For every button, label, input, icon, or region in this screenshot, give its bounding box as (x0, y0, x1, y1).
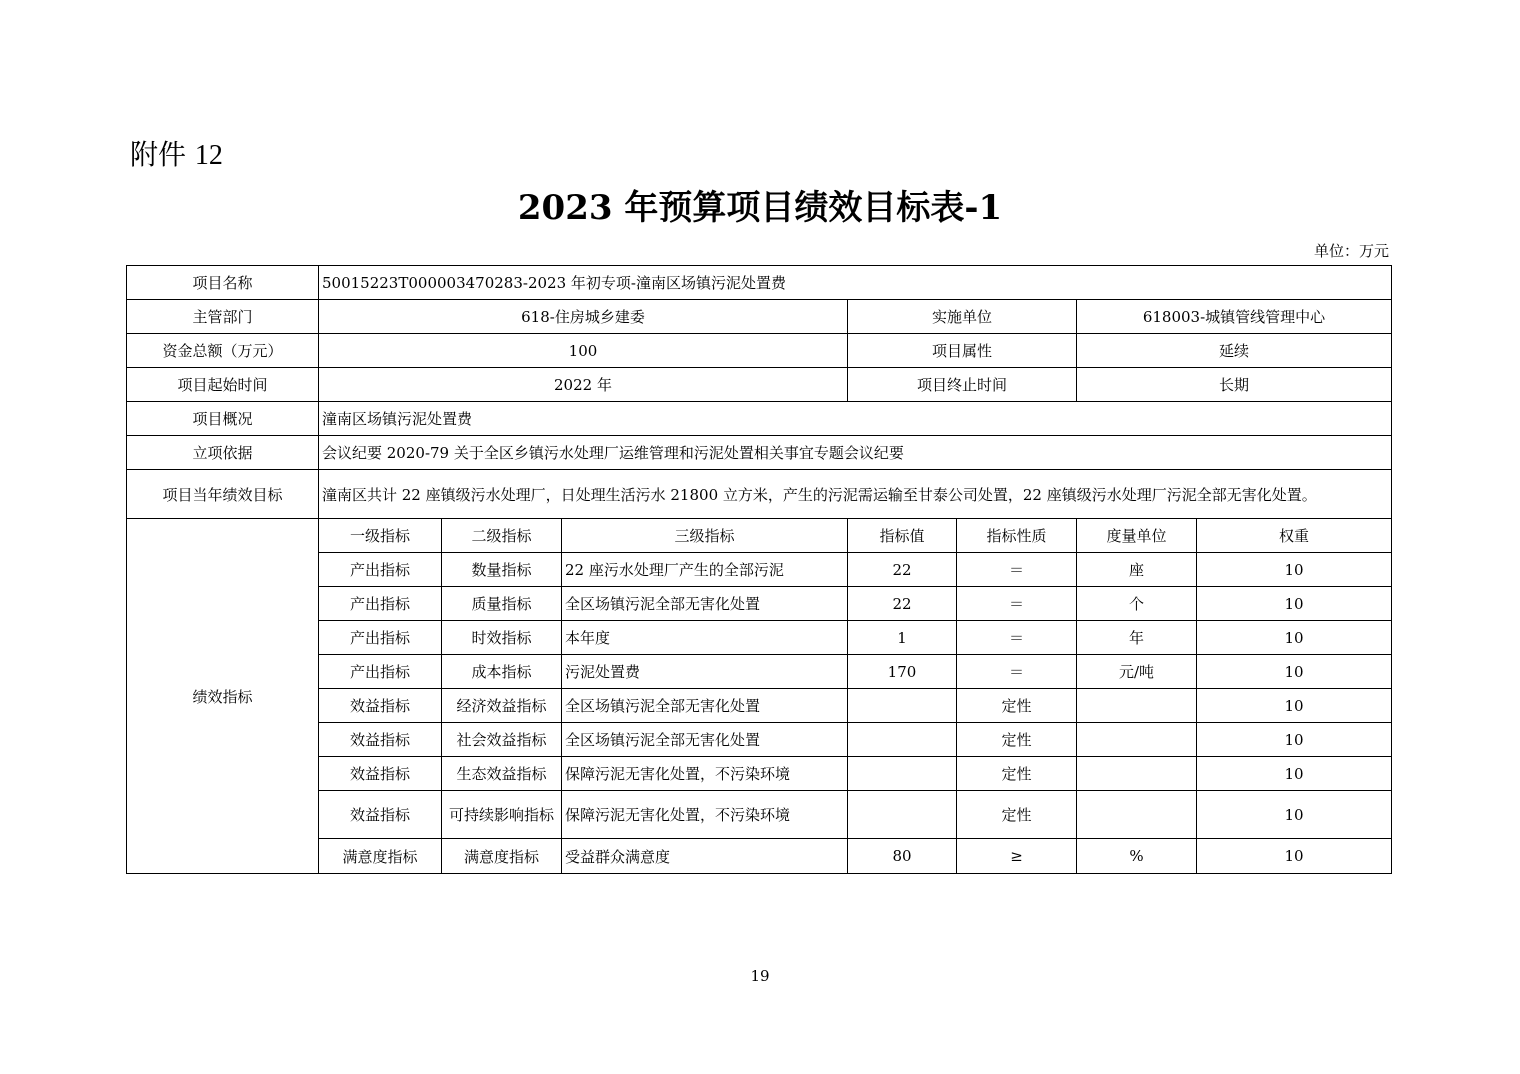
value-cell: 80 (848, 839, 957, 874)
level2-cell: 数量指标 (442, 553, 562, 587)
header-level3: 三级指标 (562, 519, 848, 553)
dept-row (127, 300, 1392, 334)
level1-cell: 产出指标 (319, 655, 442, 689)
level2-cell: 质量指标 (442, 587, 562, 621)
overview-row (127, 402, 1392, 436)
fund-label: 资金总额（万元） (127, 334, 319, 368)
goal-label: 项目当年绩效目标 (127, 470, 319, 519)
value-cell (848, 723, 957, 757)
nature-cell: 定性 (957, 757, 1077, 791)
weight-cell: 10 (1197, 757, 1392, 791)
fund-row (127, 334, 1392, 368)
impl-label: 实施单位 (848, 300, 1077, 334)
dept-value: 618-住房城乡建委 (319, 300, 848, 334)
unit-label: 单位：万元 (1313, 242, 1389, 260)
overview-label: 项目概况 (127, 402, 319, 436)
header-level2: 二级指标 (442, 519, 562, 553)
value-cell (848, 791, 957, 839)
value-cell: 22 (848, 553, 957, 587)
level3-cell: 受益群众满意度 (562, 839, 848, 874)
unit-cell (1077, 757, 1197, 791)
level2-cell: 成本指标 (442, 655, 562, 689)
indicator-section-label: 绩效指标 (127, 519, 319, 874)
page-title: 2023 年预算项目绩效目标表-1 (517, 188, 1003, 228)
level1-cell: 产出指标 (319, 587, 442, 621)
start-value: 2022 年 (319, 368, 848, 402)
nature-cell: ＝ (957, 587, 1077, 621)
value-cell: 1 (848, 621, 957, 655)
level3-cell: 全区场镇污泥全部无害化处置 (562, 689, 848, 723)
indicator-header-row (127, 519, 1392, 553)
level3-cell: 本年度 (562, 621, 848, 655)
unit-cell: 个 (1077, 587, 1197, 621)
unit-cell (1077, 689, 1197, 723)
nature-cell: ＝ (957, 553, 1077, 587)
level3-cell: 全区场镇污泥全部无害化处置 (562, 587, 848, 621)
nature-cell: 定性 (957, 791, 1077, 839)
level1-cell: 效益指标 (319, 689, 442, 723)
level3-cell: 保障污泥无害化处置，不污染环境 (562, 791, 848, 839)
weight-cell: 10 (1197, 723, 1392, 757)
level3-cell: 22 座污水处理厂产生的全部污泥 (562, 553, 848, 587)
attachment-number: 12 (194, 140, 223, 171)
value-cell: 170 (848, 655, 957, 689)
goal-value: 潼南区共计 22 座镇级污水处理厂，日处理生活污水 21800 立方米，产生的污泥需运输至甘泰公司处置，22 座镇级污水处理厂污泥全部无害化处置。 (319, 470, 1392, 519)
level1-cell: 效益指标 (319, 723, 442, 757)
nature-cell: 定性 (957, 689, 1077, 723)
basis-label: 立项依据 (127, 436, 319, 470)
header-level1: 一级指标 (319, 519, 442, 553)
header-value: 指标值 (848, 519, 957, 553)
weight-cell: 10 (1197, 791, 1392, 839)
attr-label: 项目属性 (848, 334, 1077, 368)
level1-cell: 满意度指标 (319, 839, 442, 874)
level2-cell: 满意度指标 (442, 839, 562, 874)
header-weight: 权重 (1197, 519, 1392, 553)
level1-cell: 效益指标 (319, 757, 442, 791)
unit-cell (1077, 723, 1197, 757)
unit-cell (1077, 791, 1197, 839)
attachment-text: 附件 (130, 138, 187, 171)
project-name-row (127, 266, 1392, 300)
weight-cell: 10 (1197, 553, 1392, 587)
level3-cell: 保障污泥无害化处置，不污染环境 (562, 757, 848, 791)
fund-value: 100 (319, 334, 848, 368)
unit-cell: 元/吨 (1077, 655, 1197, 689)
level2-cell: 时效指标 (442, 621, 562, 655)
level1-cell: 效益指标 (319, 791, 442, 839)
goal-row (127, 470, 1392, 519)
unit-cell: 年 (1077, 621, 1197, 655)
value-cell: 22 (848, 587, 957, 621)
unit-cell: % (1077, 839, 1197, 874)
weight-cell: 10 (1197, 655, 1392, 689)
value-cell (848, 689, 957, 723)
weight-cell: 10 (1197, 621, 1392, 655)
basis-row (127, 436, 1392, 470)
level2-cell: 生态效益指标 (442, 757, 562, 791)
attachment-label (130, 133, 223, 173)
nature-cell: ≥ (957, 839, 1077, 874)
level2-cell: 社会效益指标 (442, 723, 562, 757)
time-row (127, 368, 1392, 402)
performance-table (126, 265, 1392, 874)
dept-label: 主管部门 (127, 300, 319, 334)
level2-cell: 经济效益指标 (442, 689, 562, 723)
level1-cell: 产出指标 (319, 553, 442, 587)
level2-cell: 可持续影响指标 (442, 791, 562, 839)
level1-cell: 产出指标 (319, 621, 442, 655)
nature-cell: ＝ (957, 655, 1077, 689)
header-nature: 指标性质 (957, 519, 1077, 553)
project-name-label: 项目名称 (127, 266, 319, 300)
nature-cell: 定性 (957, 723, 1077, 757)
nature-cell: ＝ (957, 621, 1077, 655)
header-unit: 度量单位 (1077, 519, 1197, 553)
weight-cell: 10 (1197, 689, 1392, 723)
start-label: 项目起始时间 (127, 368, 319, 402)
weight-cell: 10 (1197, 587, 1392, 621)
end-value: 长期 (1077, 368, 1392, 402)
level3-cell: 污泥处置费 (562, 655, 848, 689)
basis-value: 会议纪要 2020-79 关于全区乡镇污水处理厂运维管理和污泥处置相关事宜专题会议纪要 (319, 436, 1392, 470)
value-cell (848, 757, 957, 791)
impl-value: 618003-城镇管线管理中心 (1077, 300, 1392, 334)
attr-value: 延续 (1077, 334, 1392, 368)
overview-value: 潼南区场镇污泥处置费 (319, 402, 1392, 436)
unit-cell: 座 (1077, 553, 1197, 587)
page-number: 19 (750, 967, 770, 985)
weight-cell: 10 (1197, 839, 1392, 874)
end-label: 项目终止时间 (848, 368, 1077, 402)
level3-cell: 全区场镇污泥全部无害化处置 (562, 723, 848, 757)
project-name-value: 50015223T000003470283-2023 年初专项-潼南区场镇污泥处置费 (319, 266, 1392, 300)
